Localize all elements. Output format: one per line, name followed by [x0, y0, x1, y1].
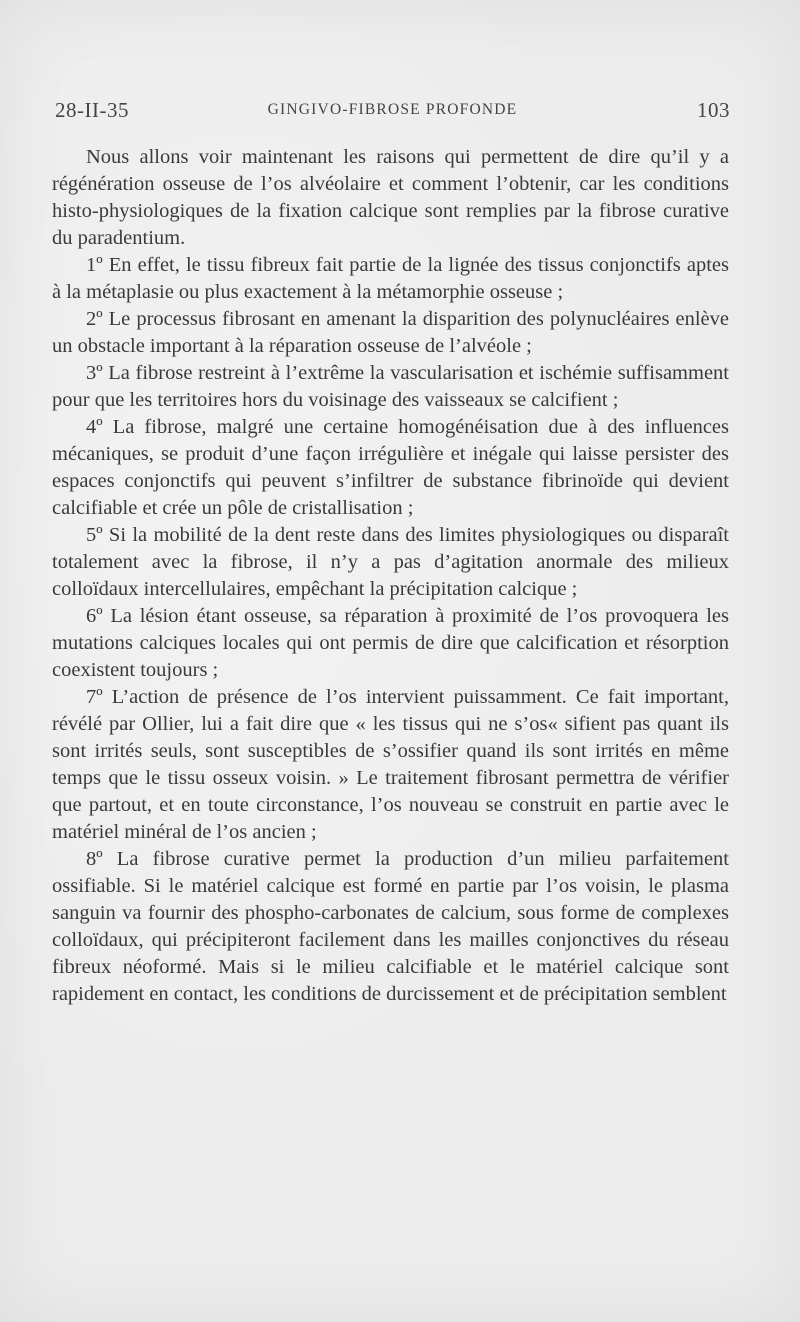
paragraph-point-8: 8º La fibrose curative permet la production d’un milieu parfaitement ossifiable. Si le matériel calcique est formé en partie par l’os voisin, le plasma sanguin va fournir des phospho-carbonates de calcium, sous forme de complexes colloïdaux, qui précipiteront facilement dans les mailles conjonctives du réseau fibreux néoformé. Mais si le milieu calcifiable et le matériel calcique sont rapidement en contact, les conditions de durcissement et de précipitation semblent — [52, 848, 729, 1005]
paragraph-point-4: 4º La fibrose, malgré une certaine homogénéisation due à des influences mécaniques, se produit d’une façon irrégulière et inégale qui laisse persister des espaces conjonctifs qui peuvent s’infiltrer de substance fibrinoïde qui devient calcifiable et crée un pôle de cristallisation ; — [52, 416, 729, 519]
page-number: 103 — [697, 98, 730, 122]
paragraph-point-5: 5º Si la mobilité de la dent reste dans des limites physiologiques ou disparaît totalement avec la fibrose, il n’y a pas d’agitation anormale des milieux colloïdaux intercellulaires, empêchant la précipitation calcique ; — [52, 524, 729, 600]
paragraph-point-2: 2º Le processus fibrosant en amenant la disparition des polynucléaires enlève un obstacle important à la réparation osseuse de l’alvéole ; — [52, 308, 729, 357]
paragraph-point-6: 6º La lésion étant osseuse, sa réparation à proximité de l’os provoquera les mutations calciques locales qui ont permis de dire que calcification et résorption coexistent toujours ; — [52, 605, 729, 681]
paragraph-intro: Nous allons voir maintenant les raisons qui permettent de dire qu’il y a régénération osseuse de l’os alvéolaire et comment l’obtenir, car les conditions histo-physiologiques de la fixation calcique sont remplies par la fibrose curative du paradentium. — [52, 146, 729, 249]
header-title: GINGIVO-FIBROSE PROFONDE — [267, 101, 518, 118]
body-text — [52, 144, 729, 1008]
header-date: 28-II-35 — [55, 98, 129, 122]
paragraph-point-1: 1º En effet, le tissu fibreux fait partie de la lignée des tissus conjonctifs aptes à la métaplasie ou plus exactement à la métamorphie osseuse ; — [52, 254, 729, 303]
running-head — [55, 98, 730, 126]
paragraph-point-7: 7º L’action de présence de l’os intervient puissamment. Ce fait important, révélé par Ollier, lui a fait dire que « les tissus qui ne s’os« sifient pas quant ils sont irrités seuls, sont susceptibles de s’ossifier quand ils sont irrités en même temps que le tissu osseux voisin. » Le traitement fibrosant permettra de vérifier que partout, et en toute circonstance, l’os nouveau se construit en partie avec le matériel minéral de l’os ancien ; — [52, 686, 729, 843]
paragraph-point-3: 3º La fibrose restreint à l’extrême la vascularisation et ischémie suffisamment pour que les territoires hors du voisinage des vaisseaux se calcifient ; — [52, 362, 729, 411]
